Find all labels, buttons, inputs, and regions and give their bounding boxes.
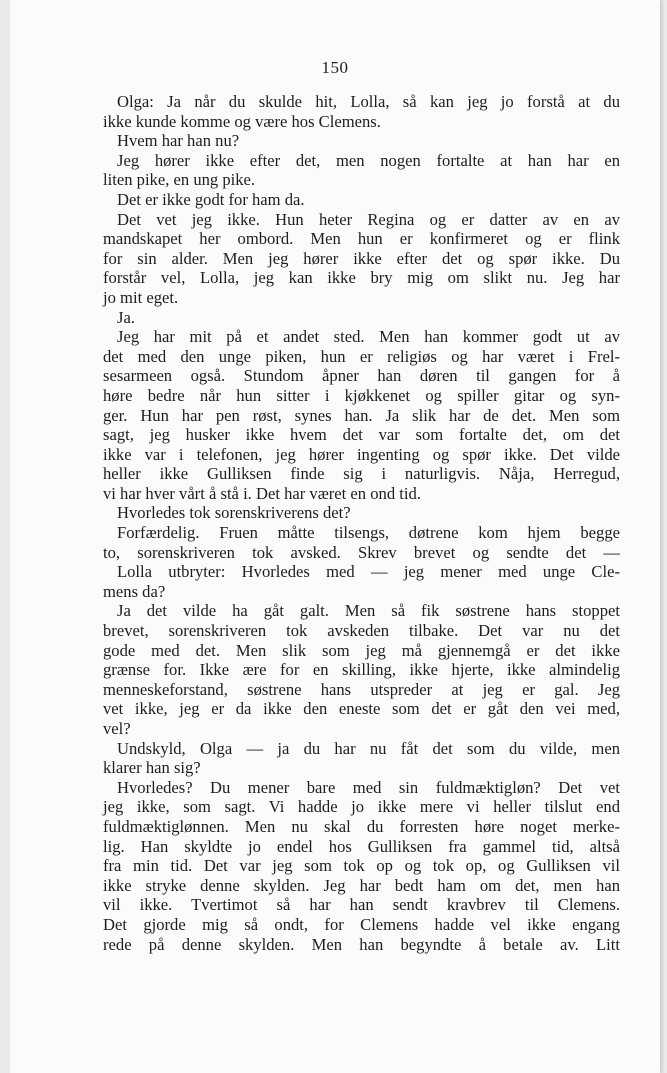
text-line: to, sorenskriveren tok avsked. Skrev brevet og sendte det —: [103, 542, 620, 562]
text-line: rede på denne skylden. Men han begyndte å betale av. Litt: [103, 934, 620, 954]
text-line: menneskeforstand, søstrene hans utspreder at jeg er gal. Jeg: [103, 679, 620, 699]
text-line: mens da?: [103, 581, 166, 601]
text-line: mandskapet her ombord. Men hun er konfirmeret og er flink: [103, 229, 620, 249]
text-line: brevet, sorenskriveren tok avskeden tilbake. Det var nu det: [103, 621, 620, 641]
text-line: vet ikke, jeg er da ikke den eneste som det er gåt den vei med,: [103, 699, 620, 719]
text-line: gode med det. Men slik som jeg må gjennemgå er det ikke: [103, 640, 620, 660]
text-line: liten pike, en ung pike.: [103, 170, 256, 190]
text-line: Olga: Ja når du skulde hit, Lolla, så kan jeg jo forstå at du: [117, 92, 620, 111]
text-line: vil ikke. Tvertimot så har han sendt kravbrev til Clemens.: [103, 895, 620, 915]
text-line: Ja.: [117, 307, 135, 327]
text-line: klarer han sig?: [103, 758, 201, 778]
text-line: Det vet jeg ikke. Hun heter Regina og er datter av en av: [117, 209, 620, 229]
text-line: vel?: [103, 719, 131, 738]
text-line: sagt, jeg husker ikke hvem det var som fortalte det, om det: [103, 425, 620, 445]
text-line: heller ikke Gulliksen finde sig i naturligvis. Nåja, Herregud,: [103, 464, 620, 484]
text-line: ger. Hun har pen røst, synes han. Ja slik har de det. Men som: [103, 405, 620, 425]
text-line: ikke stryke denne skylden. Jeg har bedt ham om det, men han: [103, 875, 620, 895]
text-line: Hvorledes? Du mener bare med sin fuldmæktigløn? Det vet: [117, 777, 620, 797]
book-page: [10, 0, 660, 1073]
text-line: Undskyld, Olga — ja du har nu fåt det som du vilde, men: [117, 738, 620, 758]
text-line: det med den unge piken, hun er religiøs og har været i Frel-: [103, 346, 620, 366]
text-line: Det gjorde mig så ondt, for Clemens hadde vel ikke engang: [103, 914, 620, 934]
text-line: for sin alder. Men jeg hører ikke efter det og spør ikke. Du: [103, 248, 620, 268]
text-line: sesarmeen også. Stundom åpner han døren til gangen for å: [103, 366, 620, 386]
text-line: forstår vel, Lolla, jeg kan ikke bry mig om slikt nu. Jeg har: [103, 268, 620, 288]
text-line: ikke var i telefonen, jeg hører ingenting og spør ikke. Det vilde: [103, 444, 620, 464]
text-line: høre bedre når hun sitter i kjøkkenet og spiller gitar og syn-: [103, 385, 620, 405]
text-line: ikke kunde komme og være hos Clemens.: [103, 111, 381, 131]
text-line: Hvorledes tok sorenskriverens det?: [117, 503, 351, 523]
text-line: vi har hver vårt å stå i. Det har været en ond tid.: [103, 483, 421, 503]
body-text: [103, 92, 620, 954]
text-line: grænse for. Ikke ære for en skilling, ikke hjerte, ikke almindelig: [103, 660, 620, 680]
text-line: Lolla utbryter: Hvorledes med — jeg mener med unge Cle-: [117, 562, 620, 582]
text-line: jo mit eget.: [103, 287, 179, 307]
text-line: jeg ikke, som sagt. Vi hadde jo ikke mere vi heller tilslut end: [103, 797, 620, 817]
text-line: fuldmæktiglønnen. Men nu skal du forresten høre noget merke-: [103, 816, 620, 836]
text-line: Hvem har han nu?: [117, 131, 240, 151]
text-line: Jeg hører ikke efter det, men nogen fortalte at han har en: [117, 150, 620, 170]
text-line: Det er ikke godt for ham da.: [117, 189, 305, 209]
text-line: lig. Han skyldte jo endel hos Gulliksen fra gammel tid, altså: [103, 836, 620, 856]
text-line: fra min tid. Det var jeg som tok op og tok op, og Gulliksen vil: [103, 856, 620, 876]
text-line: Jeg har mit på et andet sted. Men han kommer godt ut av: [117, 327, 620, 347]
text-line: Ja det vilde ha gåt galt. Men så fik søstrene hans stoppet: [117, 601, 620, 621]
page-number: 150: [321, 58, 349, 77]
text-line: Forfærdelig. Fruen måtte tilsengs, døtrene kom hjem begge: [117, 523, 620, 543]
